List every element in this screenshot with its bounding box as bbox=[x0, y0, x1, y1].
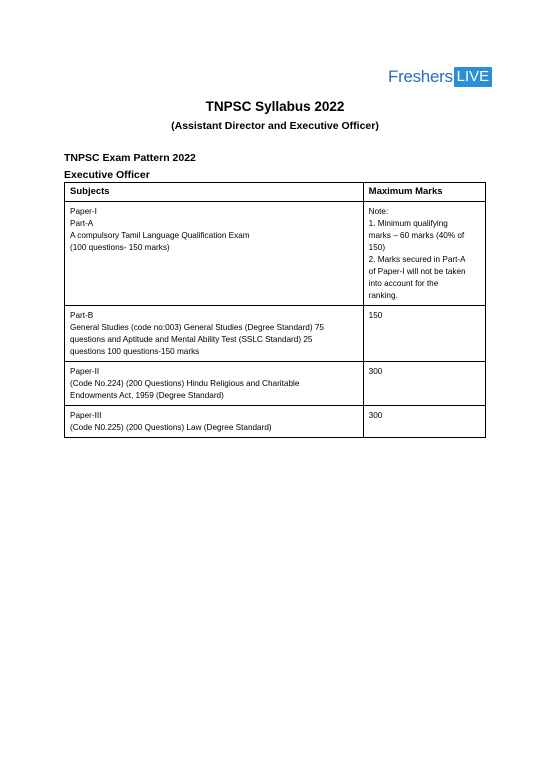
document-title: TNPSC Syllabus 2022 bbox=[205, 99, 345, 114]
table-row bbox=[65, 306, 486, 362]
cell-line: 300 bbox=[368, 411, 383, 420]
cell-line: 2. Marks secured in Part-A bbox=[368, 255, 466, 264]
subject-cell bbox=[65, 306, 364, 362]
cell-line: 1. Minimum qualifying bbox=[368, 219, 448, 228]
cell-line: Endowments Act, 1959 (Degree Standard) bbox=[70, 391, 224, 400]
cell-line: 150 bbox=[368, 311, 383, 320]
subject-cell bbox=[65, 202, 364, 306]
cell-line: Paper-I bbox=[70, 207, 97, 216]
logo-word: Freshers bbox=[388, 67, 453, 86]
table-header-row bbox=[65, 183, 486, 202]
table-row bbox=[65, 362, 486, 406]
cell-line: (100 questions- 150 marks) bbox=[70, 243, 170, 252]
cell-line: (Code No.224) (200 Questions) Hindu Religious and Charitable bbox=[70, 379, 300, 388]
column-header-subjects: Subjects bbox=[65, 183, 364, 202]
table-row bbox=[65, 406, 486, 438]
column-header-maximum-marks: Maximum Marks bbox=[363, 183, 485, 202]
table-row bbox=[65, 202, 486, 306]
cell-line: (Code N0.225) (200 Questions) Law (Degree Standard) bbox=[70, 423, 272, 432]
subject-cell bbox=[65, 362, 364, 406]
exam-pattern-table bbox=[64, 182, 486, 438]
cell-line: Part-A bbox=[70, 219, 94, 228]
cell-line: Part-B bbox=[70, 311, 94, 320]
document-subtitle: (Assistant Director and Executive Officer) bbox=[171, 120, 379, 132]
marks-cell bbox=[363, 406, 485, 438]
cell-line: General Studies (code no:003) General Studies (Degree Standard) 75 bbox=[70, 323, 324, 332]
cell-line: Paper-II bbox=[70, 367, 100, 376]
cell-line: marks – 60 marks (40% of bbox=[368, 231, 465, 240]
marks-cell bbox=[363, 202, 485, 306]
cell-line: into account for the bbox=[368, 279, 439, 288]
cell-line: Paper-III bbox=[70, 411, 102, 420]
cell-line: questions 100 questions-150 marks bbox=[70, 347, 200, 356]
cell-line: 300 bbox=[368, 367, 383, 376]
cell-line: of Paper-I will not be taken bbox=[368, 267, 466, 276]
marks-cell bbox=[363, 362, 485, 406]
subsection-heading: Executive Officer bbox=[64, 169, 150, 181]
cell-line: questions and Aptitude and Mental Ability Test (SSLC Standard) 25 bbox=[70, 335, 313, 344]
cell-line: ranking. bbox=[368, 291, 398, 300]
subject-cell bbox=[65, 406, 364, 438]
cell-line: 150) bbox=[368, 243, 386, 252]
marks-cell bbox=[363, 306, 485, 362]
cell-line: A compulsory Tamil Language Qualification Exam bbox=[70, 231, 250, 240]
logo-badge: LIVE bbox=[454, 67, 493, 87]
cell-line: Note: bbox=[368, 207, 389, 216]
section-heading: TNPSC Exam Pattern 2022 bbox=[64, 152, 196, 164]
fresherslive-logo bbox=[386, 62, 490, 92]
